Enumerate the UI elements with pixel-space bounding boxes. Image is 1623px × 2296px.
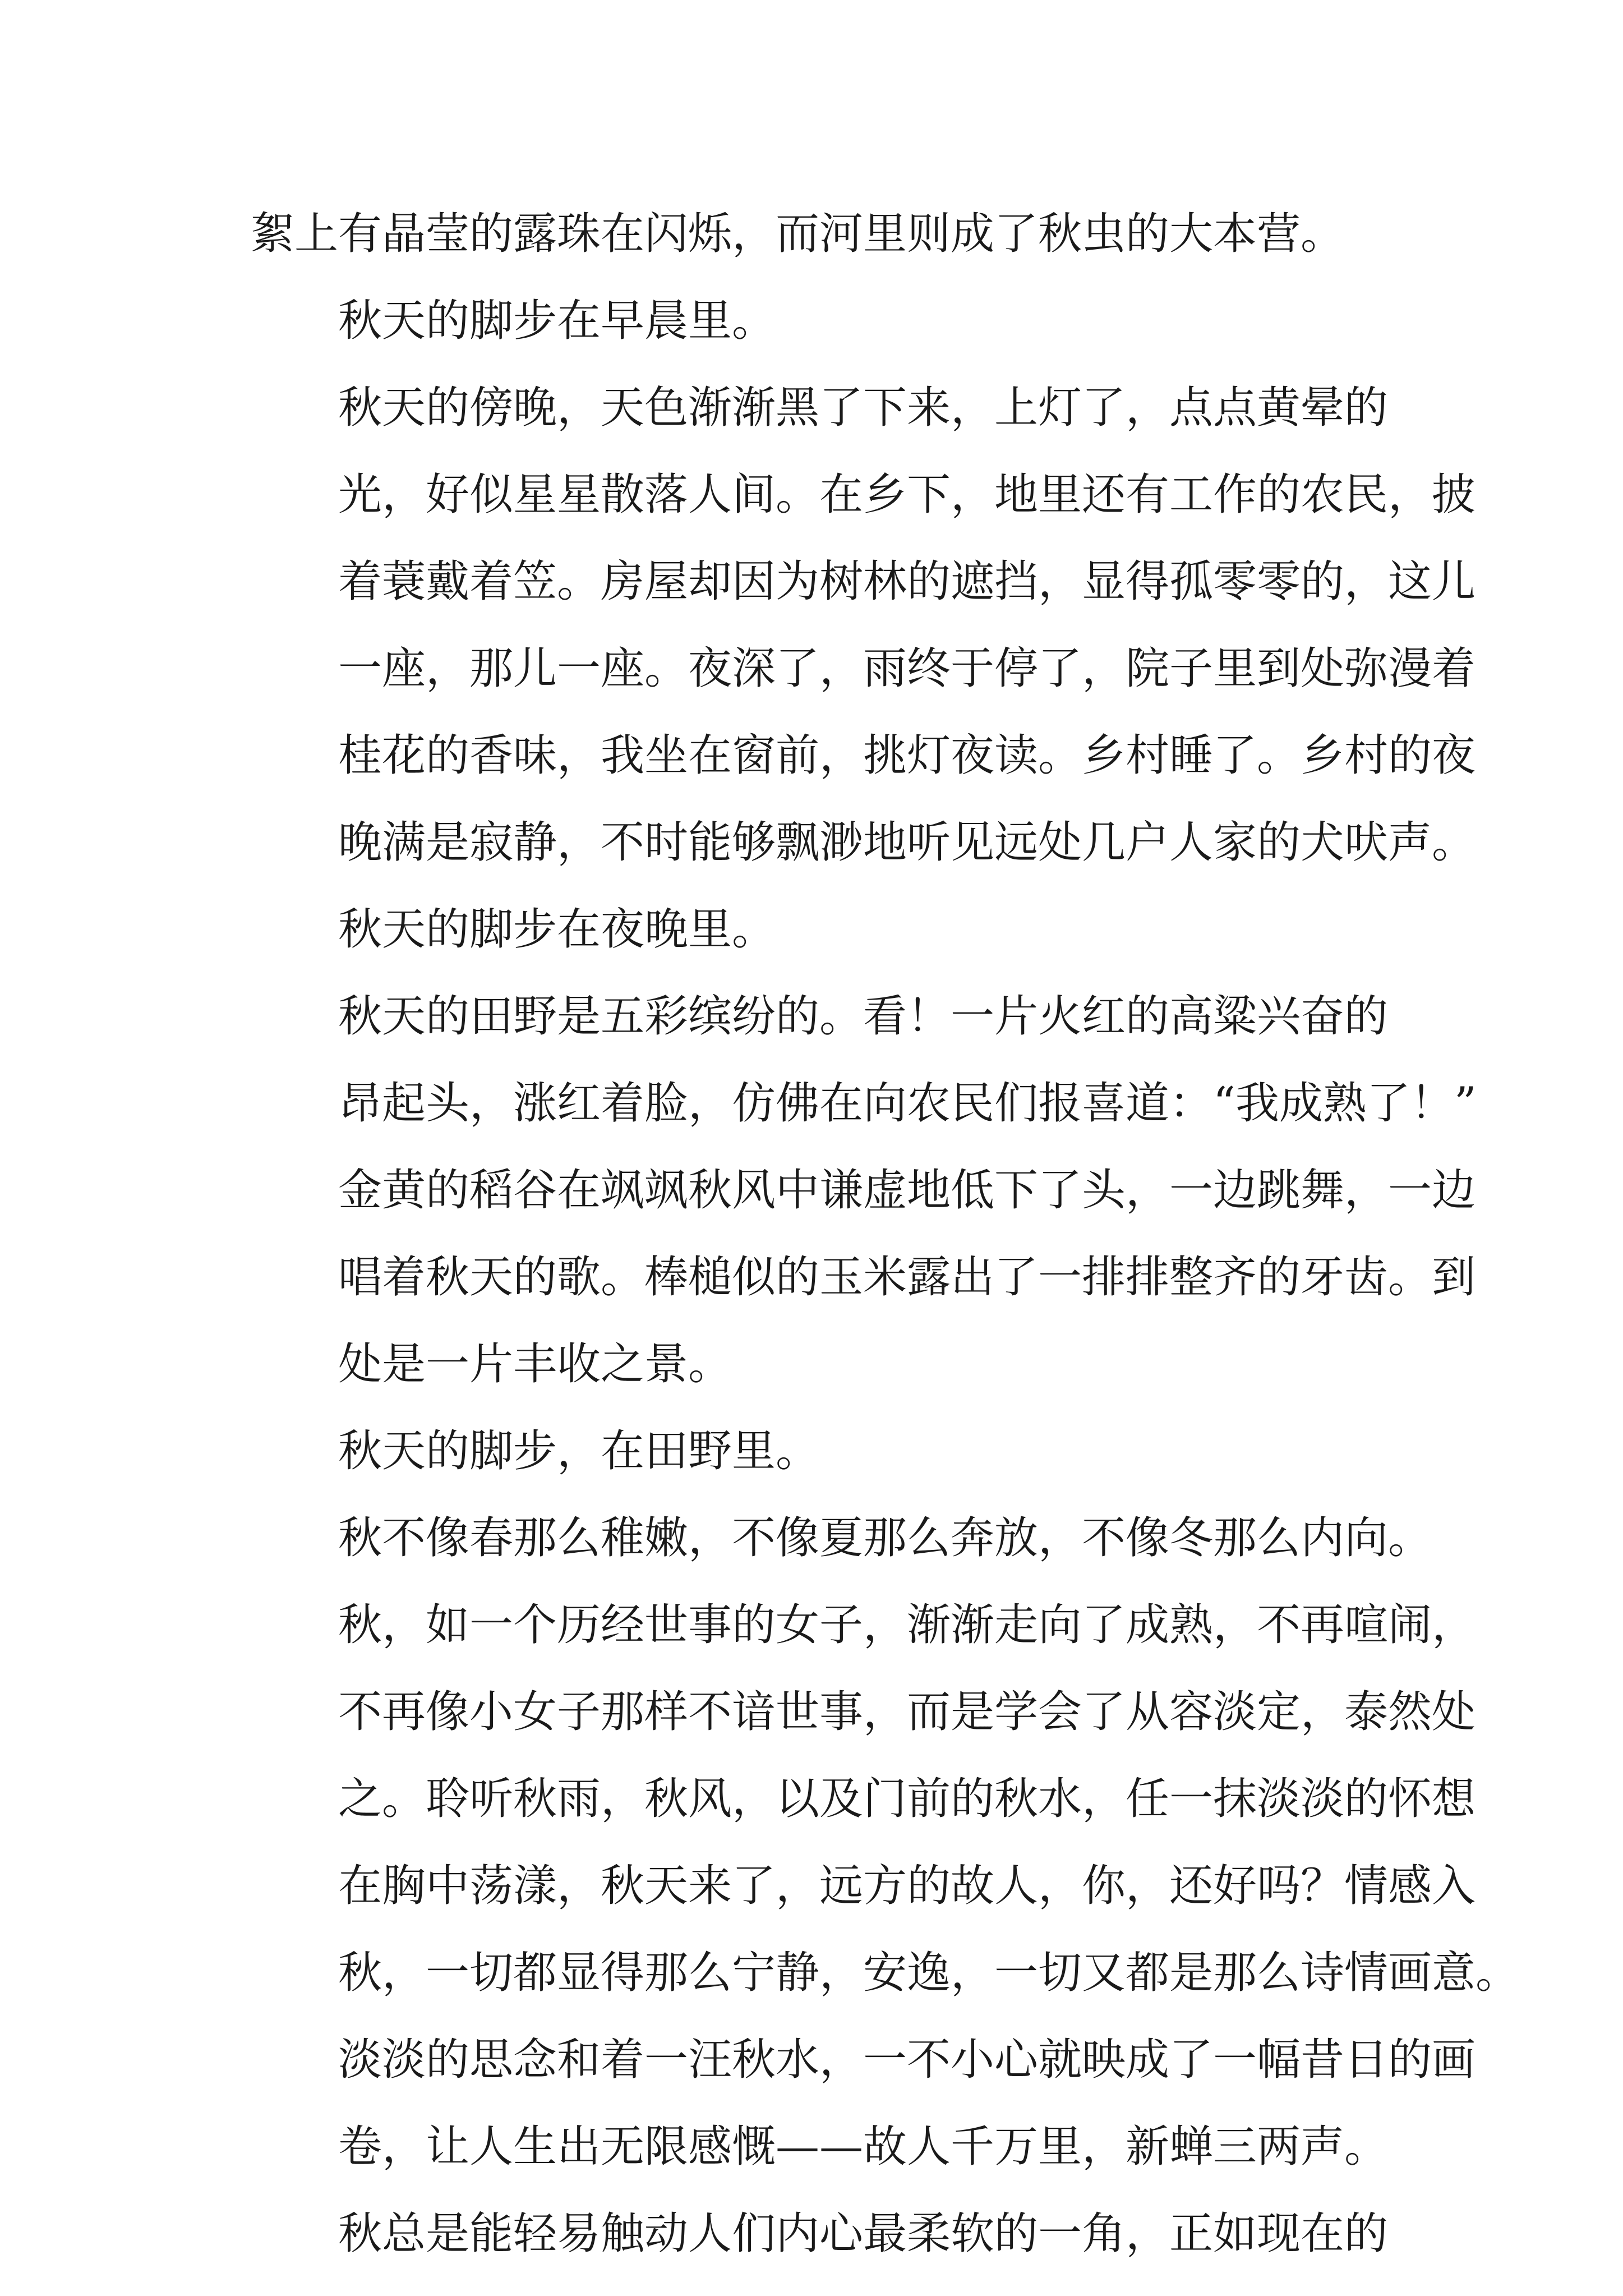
text-line: 唱着秋天的歌。棒槌似的玉米露出了一排排整齐的牙齿。到 [338,1252,1476,1303]
text-line: 桂花的香味，我坐在窗前，挑灯夜读。乡村睡了。乡村的夜 [338,730,1476,781]
text-line: 光，好似星星散落人间。在乡下，地里还有工作的农民，披 [338,470,1476,520]
paragraph [251,278,1378,365]
document-body [251,191,1520,2277]
text-line: 秋天的脚步在早晨里。 [338,296,776,346]
text-line: 着蓑戴着笠。房屋却因为树林的遮挡，显得孤零零的，这儿 [338,556,1476,607]
paragraph [251,191,1378,278]
text-line: 秋，如一个历经世事的女子，渐渐走向了成熟，不再喧闹， [338,1600,1476,1650]
paragraph [251,365,1476,886]
paragraph [251,1408,1378,1495]
text-line: 秋天的傍晚，天色渐渐黑了下来，上灯了，点点黄晕的 [338,383,1389,433]
text-line: 卷，让人生出无限感慨——故人千万里，新蝉三两声。 [338,2122,1389,2172]
paragraph [251,1495,1520,2191]
paragraph [251,973,1477,1408]
text-line: 处是一片丰收之景。 [338,1339,732,1389]
text-line: 金黄的稻谷在飒飒秋风中谦虚地低下了头，一边跳舞，一边 [338,1165,1476,1216]
text-line: 絮上有晶莹的露珠在闪烁，而河里则成了秋虫的大本营。 [251,209,1345,259]
text-line: 秋天的脚步在夜晚里。 [338,904,776,955]
text-line: 在胸中荡漾，秋天来了，远方的故人，你，还好吗？情感入 [338,1861,1476,1911]
text-line: 秋不像春那么稚嫩，不像夏那么奔放，不像冬那么内向。 [338,1513,1432,1563]
paragraph [251,2191,1389,2277]
text-line: 淡淡的思念和着一汪秋水，一不小心就映成了一幅昔日的画 [338,2035,1476,2085]
text-line: 之。聆听秋雨，秋风，以及门前的秋水，任一抹淡淡的怀想 [338,1774,1476,1824]
text-line: 昂起头，涨红着脸，仿佛在向农民们报喜道：“我成熟了！” [338,1078,1477,1129]
text-line: 不再像小女子那样不谙世事，而是学会了从容淡定，泰然处 [338,1687,1476,1737]
text-line: 秋总是能轻易触动人们内心最柔软的一角，正如现在的 [338,2208,1389,2259]
text-line: 秋，一切都显得那么宁静，安逸，一切又都是那么诗情画意。 [338,1948,1520,1998]
paragraph [251,886,1378,973]
text-line: 秋天的田野是五彩缤纷的。看！一片火红的高粱兴奋的 [338,991,1389,1042]
text-line: 一座，那儿一座。夜深了，雨终于停了，院子里到处弥漫着 [338,643,1476,694]
text-line: 秋天的脚步，在田野里。 [338,1426,820,1476]
text-line: 晚满是寂静，不时能够飘渺地听见远处几户人家的犬吠声。 [338,817,1476,868]
